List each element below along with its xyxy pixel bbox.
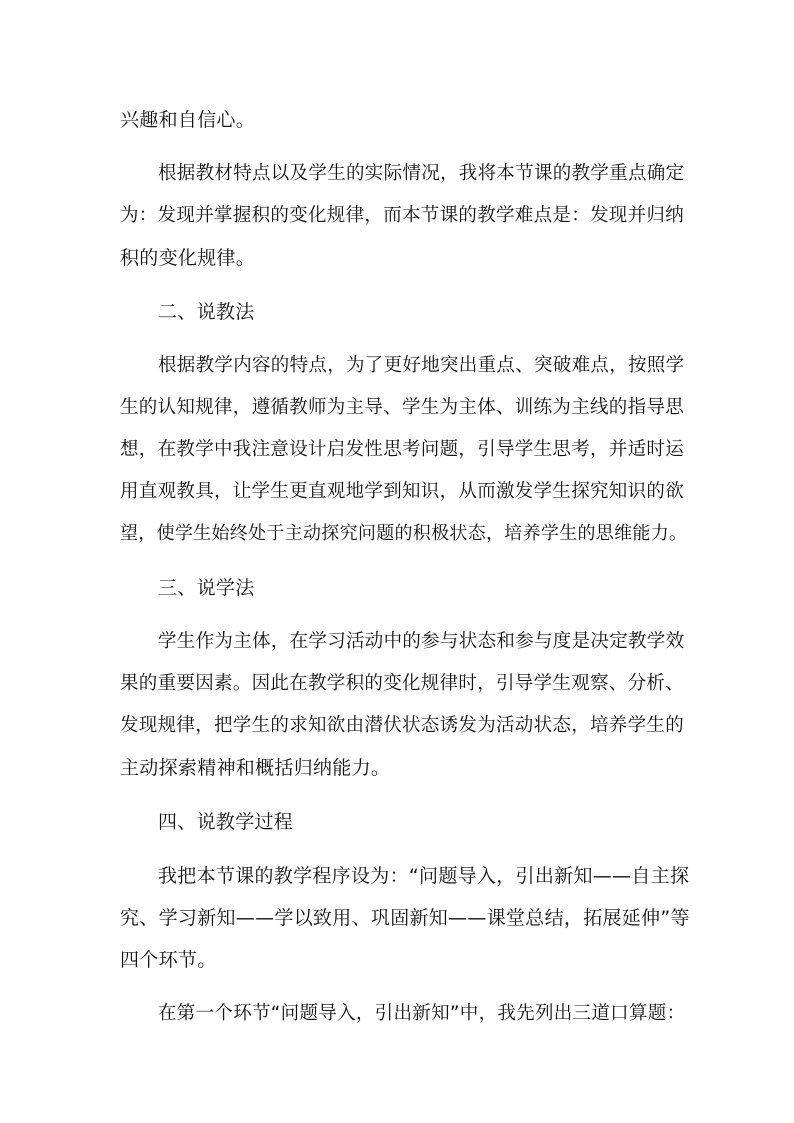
paragraph-line: 四个环节。 [120, 949, 217, 971]
paragraph-line: 根据教学内容的特点，为了更好地突出重点、突破难点，按照学 [158, 355, 685, 376]
paragraph-line: 生的认知规律，遵循教师为主导、学生为主体、训练为主线的指导思 [120, 397, 685, 418]
section-heading: 四、说教学过程 [158, 811, 294, 833]
section-heading: 二、说教法 [158, 301, 255, 323]
paragraph-line: 用直观教具，让学生更直观地学到知识，从而激发学生探究知识的欲 [120, 481, 685, 502]
paragraph-line: 想，在教学中我注意设计启发性思考问题，引导学生思考，并适时运 [120, 439, 685, 460]
paragraph-line: 我把本节课的教学程序设为：“问题导入，引出新知——自主探 [158, 865, 690, 887]
section-heading: 三、说学法 [158, 577, 255, 599]
paragraph-line: 在第一个环节“问题导入，引出新知”中，我先列出三道口算题： [158, 1003, 686, 1024]
paragraph-line: 根据教材特点以及学生的实际情况，我将本节课的教学重点确定 [158, 163, 685, 184]
paragraph-line: 望，使学生始终处于主动探究问题的积极状态，培养学生的思维能力。 [120, 523, 688, 544]
paragraph-line: 发现规律，把学生的求知欲由潜伏状态诱发为活动状态，培养学生的 [120, 715, 685, 736]
paragraph-line: 兴趣和自信心。 [120, 109, 256, 131]
paragraph-line: 为：发现并掌握积的变化规律，而本节课的教学难点是：发现并归纳 [120, 205, 685, 226]
paragraph-line: 积的变化规律。 [120, 247, 256, 269]
paragraph-line: 学生作为主体，在学习活动中的参与状态和参与度是决定教学效 [158, 631, 685, 652]
paragraph-line: 究、学习新知——学以致用、巩固新知——课堂总结，拓展延伸”等 [120, 907, 690, 929]
paragraph-line: 果的重要因素。因此在教学积的变化规律时，引导学生观察、分析、 [120, 673, 685, 694]
paragraph-line: 主动探索精神和概括归纳能力。 [120, 757, 391, 779]
